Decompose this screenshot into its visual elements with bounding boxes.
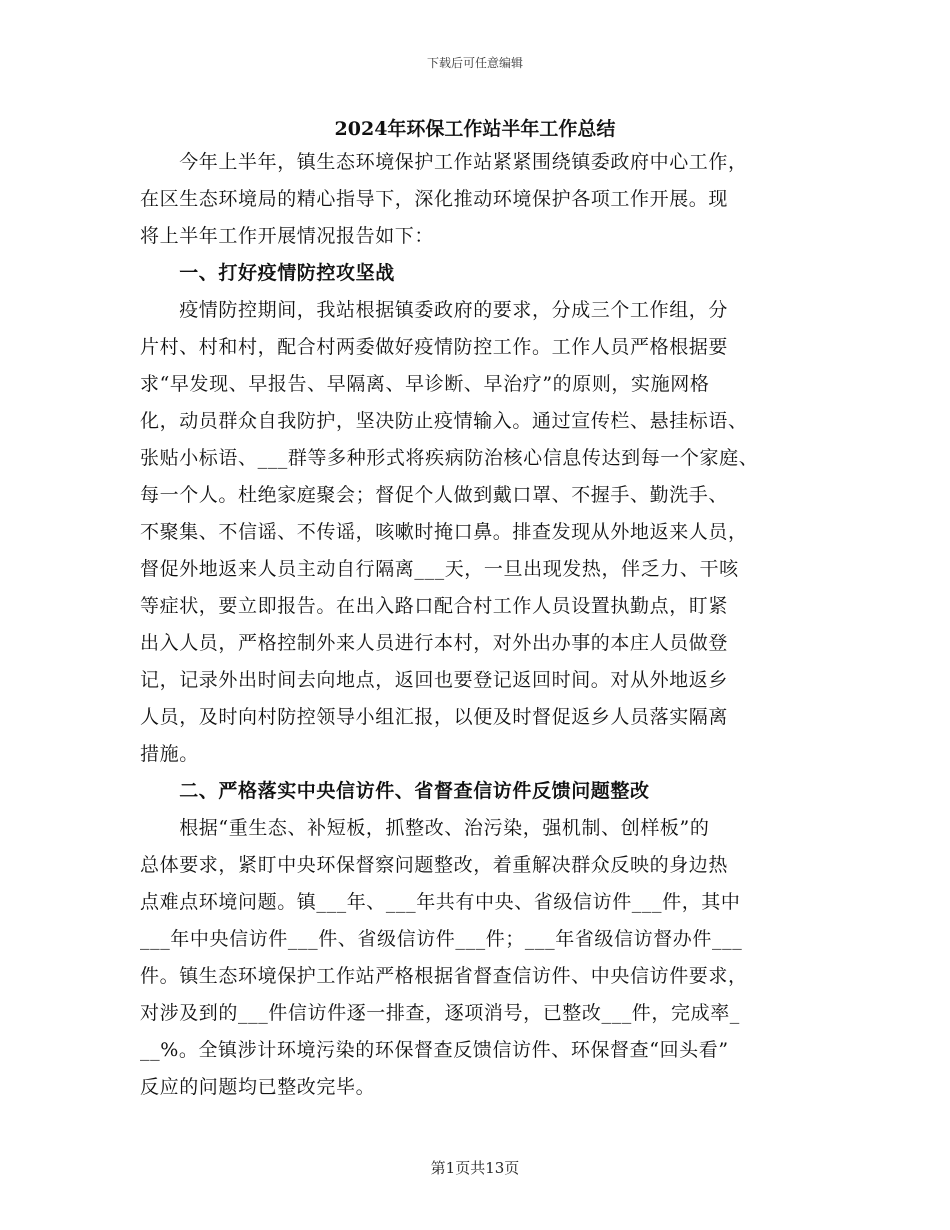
body-line: 等症状，要立即报告。在出入路口配合村工作人员设置执勤点，盯紧 [140, 595, 729, 617]
body-line: 督促外地返来人员主动自行隔离___天，一旦出现发热，伴乏力、干咳 [140, 558, 739, 580]
body-line: 今年上半年，镇生态环境保护工作站紧紧围绕镇委政府中心工作， [140, 151, 748, 173]
body-line: 人员，及时向村防控领导小组汇报，以便及时督促返乡人员落实隔离 [140, 706, 729, 728]
section-heading-2: 二、严格落实中央信访件、省督查信访件反馈问题整改 [140, 780, 650, 802]
body-line: 在区生态环境局的精心指导下，深化推动环境保护各项工作开展。现 [140, 188, 729, 210]
body-line: 张贴小标语、___群等多种形式将疾病防治核心信息传达到每一个家庭、 [140, 447, 759, 469]
body-line: 不聚集、不信谣、不传谣，咳嗽时掩口鼻。排查发现从外地返来人员， [140, 521, 748, 543]
body-line: 点难点环境问题。镇___年、___年共有中央、省级信访件___件，其中 [140, 891, 741, 913]
body-line: 对涉及到的___件信访件逐一排查，逐项消号，已整改___件，完成率_ [140, 1002, 740, 1024]
body-line: 反应的问题均已整改完毕。 [140, 1076, 376, 1098]
body-line: 件。镇生态环境保护工作站严格根据省督查信访件、中央信访件要求， [140, 965, 748, 987]
body-line: 将上半年工作开展情况报告如下： [140, 225, 435, 247]
header-note: 下载后可任意编辑 [426, 56, 523, 70]
page-number: 第1页共13页 [430, 1159, 520, 1177]
body-line: 片村、村和村，配合村两委做好疫情防控工作。工作人员严格根据要 [140, 336, 729, 358]
body-line: 记，记录外出时间去向地点，返回也要登记返回时间。对从外地返乡 [140, 669, 729, 691]
document-title: 2024年环保工作站半年工作总结 [334, 118, 616, 140]
body-line: 根据“重生态、补短板，抓整改、治污染，强机制、创样板”的 [140, 817, 710, 839]
body-line: 出入人员，严格控制外来人员进行本村，对外出办事的本庄人员做登 [140, 632, 729, 654]
body-line: 总体要求，紧盯中央环保督察问题整改，着重解决群众反映的身边热 [140, 854, 729, 876]
body-line: 求“早发现、早报告、早隔离、早诊断、早治疗”的原则，实施网格 [140, 373, 710, 395]
body-line: 化，动员群众自我防护，坚决防止疫情输入。通过宣传栏、悬挂标语、 [140, 410, 748, 432]
body-line: __%。全镇涉计环境污染的环保督查反馈信访件、环保督查“回头看” [140, 1039, 729, 1061]
body-line: 措施。 [140, 743, 199, 765]
body-line: 每一个人。杜绝家庭聚会；督促个人做到戴口罩、不握手、勤洗手、 [140, 484, 729, 506]
body-line: ___年中央信访件___件、省级信访件___件；___年省级信访督办件___ [140, 928, 743, 950]
body-line: 疫情防控期间，我站根据镇委政府的要求，分成三个工作组，分 [140, 299, 729, 321]
section-heading-1: 一、打好疫情防控攻坚战 [140, 262, 395, 284]
